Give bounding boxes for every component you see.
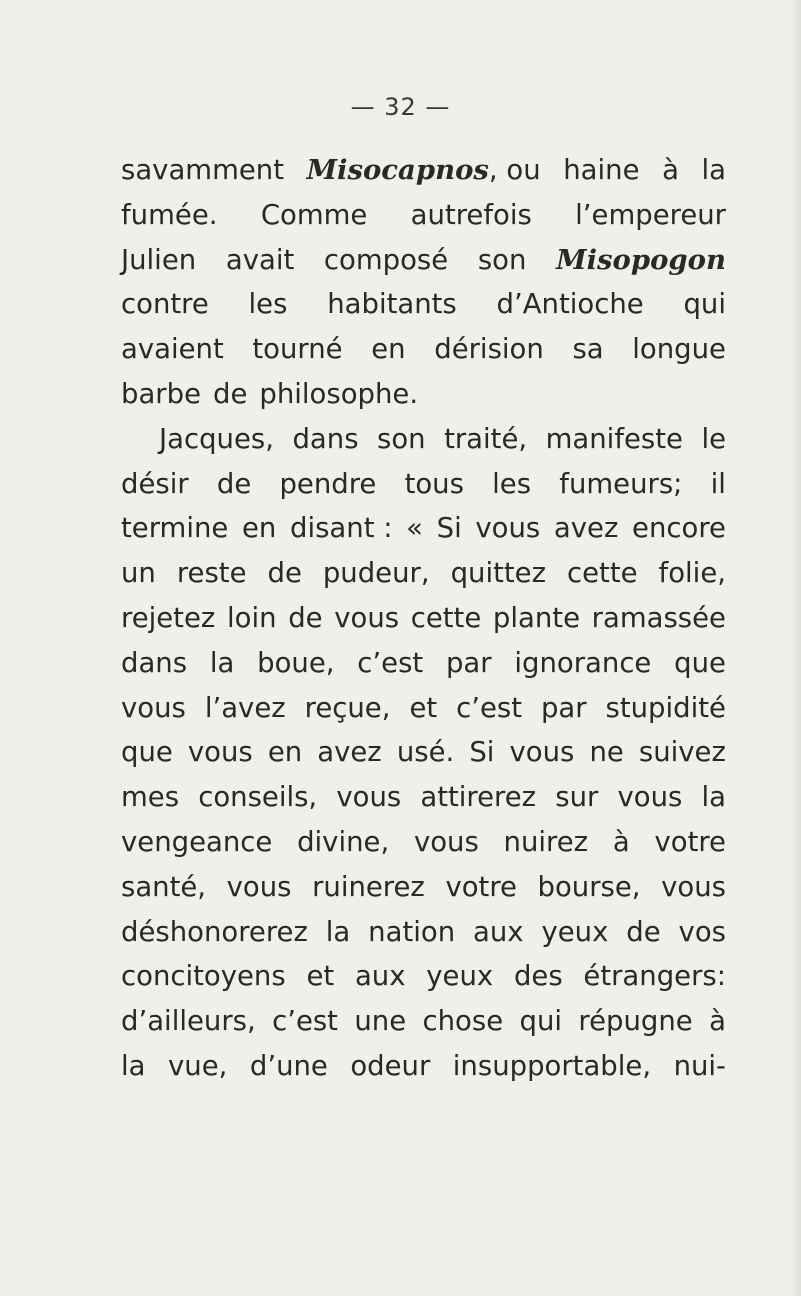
word bbox=[626, 910, 660, 955]
word bbox=[227, 865, 292, 910]
word bbox=[121, 148, 284, 193]
word bbox=[121, 596, 215, 641]
word-part: vue, bbox=[168, 1049, 228, 1082]
word-part: Si bbox=[436, 512, 462, 545]
word bbox=[456, 686, 522, 731]
word bbox=[306, 954, 334, 999]
word-part: Jacques, bbox=[159, 422, 274, 455]
text-line bbox=[121, 999, 726, 1044]
word bbox=[305, 686, 391, 731]
word-part: votre bbox=[445, 870, 517, 903]
word bbox=[414, 820, 479, 865]
word-part: odeur bbox=[350, 1049, 431, 1082]
word-part: répugne bbox=[578, 1005, 693, 1038]
word-part: chose bbox=[422, 1005, 504, 1038]
text-line bbox=[121, 820, 726, 865]
word-part: désir bbox=[121, 467, 189, 500]
text-line bbox=[121, 462, 726, 507]
word-part: la bbox=[121, 1049, 146, 1082]
word bbox=[701, 148, 726, 193]
word bbox=[334, 596, 399, 641]
word-part: contre bbox=[121, 288, 209, 321]
word-part: bourse, bbox=[537, 870, 641, 903]
word bbox=[177, 551, 247, 596]
word-part: les bbox=[248, 288, 288, 321]
word bbox=[307, 148, 541, 193]
word-part: son bbox=[377, 422, 426, 455]
text-line bbox=[121, 282, 726, 327]
word-part: insupportable, bbox=[452, 1049, 652, 1082]
word bbox=[583, 954, 726, 999]
word-part: la bbox=[325, 915, 351, 948]
word-part: rejetez bbox=[121, 601, 216, 634]
word bbox=[121, 327, 224, 372]
word-part: avez bbox=[553, 512, 619, 545]
text-line bbox=[121, 865, 726, 910]
word bbox=[606, 686, 726, 731]
word-part: de bbox=[216, 467, 252, 500]
word-part: dans bbox=[292, 422, 359, 455]
word bbox=[679, 910, 726, 955]
text-line bbox=[121, 910, 726, 955]
word bbox=[541, 910, 608, 955]
word-part: longue bbox=[632, 333, 726, 366]
word-part: Si bbox=[469, 736, 495, 769]
text-line bbox=[121, 641, 726, 686]
word-part: de bbox=[626, 915, 661, 948]
word bbox=[420, 775, 536, 820]
word-part: suivez bbox=[638, 736, 726, 769]
word bbox=[555, 775, 598, 820]
text-line bbox=[121, 506, 726, 551]
word-part: loin bbox=[226, 601, 277, 634]
text-line bbox=[121, 551, 726, 596]
word-part: vous bbox=[475, 512, 541, 545]
word-part: que bbox=[674, 646, 726, 679]
word bbox=[434, 327, 544, 372]
word-part: sur bbox=[555, 781, 599, 814]
word bbox=[546, 417, 683, 462]
word-part: ramassée bbox=[591, 601, 726, 634]
word bbox=[654, 820, 726, 865]
word bbox=[217, 462, 251, 507]
word bbox=[121, 730, 173, 775]
word-part: avait bbox=[225, 243, 295, 276]
word-part: vengeance bbox=[121, 825, 273, 858]
word-part: vous bbox=[334, 601, 400, 634]
word-part: vos bbox=[678, 915, 726, 948]
word-part: de bbox=[267, 557, 302, 590]
word-part: à bbox=[612, 825, 630, 858]
word bbox=[250, 1044, 328, 1089]
text-line bbox=[121, 954, 726, 999]
word bbox=[168, 1044, 227, 1089]
word bbox=[121, 641, 187, 686]
word bbox=[336, 775, 401, 820]
word-part: des bbox=[513, 960, 563, 993]
word-part: habitants bbox=[327, 288, 457, 321]
word bbox=[469, 730, 494, 775]
text-line bbox=[121, 372, 726, 417]
word-part: dans bbox=[121, 646, 188, 679]
word-part: manifeste bbox=[545, 422, 683, 455]
word bbox=[213, 372, 247, 417]
word-part: reste bbox=[176, 557, 247, 590]
word-part: pendre bbox=[279, 467, 377, 500]
word-part: cette bbox=[567, 557, 638, 590]
word-part: déshonorerez bbox=[121, 915, 308, 948]
word-part: mes bbox=[121, 781, 180, 814]
word-part: que bbox=[121, 736, 173, 769]
word-part: composé bbox=[323, 243, 449, 276]
word bbox=[121, 865, 206, 910]
word bbox=[632, 327, 726, 372]
word-part: stupidité bbox=[605, 691, 726, 724]
word bbox=[406, 506, 423, 551]
word-part: haine bbox=[563, 154, 640, 186]
word bbox=[121, 820, 272, 865]
word bbox=[613, 820, 630, 865]
word-part: boue, bbox=[257, 646, 335, 679]
word-part: vous bbox=[336, 781, 402, 814]
word bbox=[259, 372, 418, 417]
word bbox=[541, 686, 587, 731]
word-part: dérision bbox=[434, 333, 544, 366]
word bbox=[205, 686, 286, 731]
word-part: barbe bbox=[121, 377, 201, 410]
word-part: le bbox=[701, 422, 726, 455]
word-part: yeux bbox=[541, 915, 609, 948]
word bbox=[292, 417, 358, 462]
text-line bbox=[121, 775, 726, 820]
word bbox=[423, 999, 504, 1044]
word-part: folie, bbox=[658, 557, 726, 590]
word-part: avaient bbox=[121, 333, 224, 366]
text-line bbox=[121, 596, 726, 641]
word bbox=[617, 775, 682, 820]
word bbox=[350, 1044, 430, 1089]
word bbox=[279, 462, 376, 507]
word bbox=[554, 506, 618, 551]
word-part: qui bbox=[683, 288, 726, 321]
word-part: l’avez bbox=[204, 691, 286, 724]
word-part: ruinerez bbox=[312, 870, 425, 903]
word bbox=[453, 1044, 651, 1089]
word bbox=[368, 910, 455, 955]
word-part: ne bbox=[589, 736, 624, 769]
word-part: traité, bbox=[444, 422, 528, 455]
word bbox=[520, 999, 563, 1044]
word bbox=[493, 596, 580, 641]
word bbox=[227, 596, 277, 641]
word-part: un bbox=[121, 557, 156, 590]
word-part: cette bbox=[410, 601, 482, 634]
word bbox=[446, 641, 492, 686]
word-part: autrefois bbox=[410, 198, 532, 231]
word bbox=[592, 596, 726, 641]
word-part: : bbox=[716, 960, 726, 993]
body-text bbox=[121, 148, 726, 1089]
word bbox=[563, 148, 639, 193]
word bbox=[514, 954, 563, 999]
word bbox=[121, 551, 156, 596]
text-line bbox=[121, 417, 726, 462]
italic-title: Misocapnos bbox=[306, 154, 489, 186]
word bbox=[327, 282, 457, 327]
word-part: , ou bbox=[488, 154, 541, 186]
word bbox=[683, 282, 726, 327]
word bbox=[445, 865, 517, 910]
word-part: c’est bbox=[272, 1005, 338, 1038]
word-part: tourné bbox=[252, 333, 343, 366]
word-part: avez bbox=[317, 736, 382, 769]
word-part: « bbox=[406, 512, 423, 545]
word-part: attirerez bbox=[420, 781, 537, 814]
word-part: la bbox=[701, 781, 726, 814]
word-part: philosophe. bbox=[259, 377, 419, 410]
word bbox=[702, 775, 727, 820]
text-line bbox=[121, 193, 726, 238]
word-part: il bbox=[710, 467, 726, 500]
text-line bbox=[121, 1044, 726, 1089]
word bbox=[242, 506, 276, 551]
word-part: vous bbox=[226, 870, 292, 903]
word bbox=[371, 327, 405, 372]
word-part: votre bbox=[654, 825, 726, 858]
word-part: à bbox=[709, 1005, 726, 1038]
word bbox=[475, 506, 540, 551]
word bbox=[188, 730, 253, 775]
word-part: encore bbox=[632, 512, 726, 545]
word bbox=[575, 193, 726, 238]
word bbox=[267, 551, 301, 596]
word bbox=[444, 417, 527, 462]
word bbox=[121, 372, 201, 417]
word bbox=[326, 910, 351, 955]
word-part: fumée. bbox=[121, 198, 218, 231]
word-part: la bbox=[209, 646, 235, 679]
word bbox=[639, 730, 726, 775]
word bbox=[661, 865, 726, 910]
word bbox=[659, 551, 726, 596]
word bbox=[701, 417, 726, 462]
word bbox=[121, 1044, 146, 1089]
word bbox=[578, 999, 692, 1044]
word-part: yeux bbox=[426, 960, 494, 993]
word bbox=[355, 954, 406, 999]
word bbox=[451, 551, 546, 596]
word bbox=[632, 506, 726, 551]
word bbox=[268, 730, 302, 775]
word bbox=[709, 999, 726, 1044]
word-part: vous bbox=[187, 736, 253, 769]
word-part: d’Antioche bbox=[496, 288, 644, 321]
word-part: vous bbox=[661, 870, 726, 903]
word bbox=[674, 641, 726, 686]
word-part: divine, bbox=[297, 825, 390, 858]
word-part: vous bbox=[413, 825, 479, 858]
word bbox=[405, 462, 464, 507]
word bbox=[504, 820, 589, 865]
word bbox=[572, 327, 603, 372]
word-part: conseils, bbox=[198, 781, 318, 814]
word bbox=[357, 641, 423, 686]
word-part: Julien bbox=[121, 243, 197, 276]
word-part: nation bbox=[368, 915, 456, 948]
word-part: santé, bbox=[121, 870, 207, 903]
word-part: pudeur, bbox=[322, 557, 430, 590]
word-part: les bbox=[492, 467, 532, 500]
word-part: par bbox=[445, 646, 492, 679]
word-part: c’est bbox=[456, 691, 522, 724]
word bbox=[257, 641, 334, 686]
word bbox=[426, 954, 493, 999]
word-part: et bbox=[306, 960, 335, 993]
word bbox=[261, 193, 368, 238]
word-part: par bbox=[540, 691, 587, 724]
word bbox=[272, 999, 338, 1044]
word bbox=[409, 686, 437, 731]
text-line bbox=[121, 327, 726, 372]
word-part: Comme bbox=[260, 198, 368, 231]
word-part: nuirez bbox=[503, 825, 589, 858]
word bbox=[473, 910, 524, 955]
word bbox=[226, 238, 294, 283]
word bbox=[497, 282, 644, 327]
text-line bbox=[121, 238, 726, 283]
word-part: en bbox=[267, 736, 303, 769]
word bbox=[121, 462, 189, 507]
word bbox=[324, 238, 448, 283]
word-part: vous bbox=[509, 736, 575, 769]
word bbox=[121, 910, 308, 955]
word-part: fumeurs; bbox=[559, 467, 683, 500]
word-part: l’empereur bbox=[575, 198, 726, 231]
word-part: à bbox=[662, 154, 679, 186]
word bbox=[121, 506, 228, 551]
word bbox=[159, 417, 274, 462]
word bbox=[121, 238, 196, 283]
word bbox=[556, 238, 726, 283]
word-part: son bbox=[477, 243, 527, 276]
word bbox=[397, 730, 454, 775]
word-part: en bbox=[371, 333, 406, 366]
word bbox=[121, 775, 179, 820]
word-part: plante bbox=[492, 601, 581, 634]
italic-title: Misopogon bbox=[556, 243, 726, 276]
word-part: la bbox=[701, 154, 726, 186]
word bbox=[711, 462, 726, 507]
word-part: qui bbox=[519, 1005, 563, 1038]
word bbox=[121, 999, 256, 1044]
word-part: de bbox=[288, 601, 323, 634]
word-part: quittez bbox=[450, 557, 547, 590]
text-line bbox=[121, 686, 726, 731]
text-line bbox=[121, 148, 726, 193]
word-part: d’une bbox=[249, 1049, 328, 1082]
word-part: aux bbox=[473, 915, 524, 948]
word bbox=[510, 730, 575, 775]
word bbox=[288, 596, 322, 641]
word-part: concitoyens bbox=[121, 960, 286, 993]
word-part: de bbox=[213, 377, 248, 410]
word bbox=[411, 193, 532, 238]
word bbox=[567, 551, 638, 596]
word bbox=[559, 462, 682, 507]
word bbox=[478, 238, 527, 283]
word-part: c’est bbox=[357, 646, 424, 679]
word bbox=[662, 148, 679, 193]
word bbox=[317, 730, 381, 775]
page-edge-shadow bbox=[791, 0, 801, 1296]
word-part: d’ailleurs, bbox=[121, 1005, 256, 1038]
word bbox=[121, 193, 217, 238]
word bbox=[377, 417, 426, 462]
word-part: savamment bbox=[121, 154, 285, 186]
word-part: disant : bbox=[289, 512, 393, 545]
word-part: termine bbox=[121, 512, 229, 545]
word bbox=[589, 730, 623, 775]
word-part: en bbox=[241, 512, 277, 545]
page-number: — 32 — bbox=[350, 93, 451, 121]
word bbox=[674, 1044, 726, 1089]
word bbox=[538, 865, 641, 910]
word bbox=[210, 641, 235, 686]
word bbox=[323, 551, 430, 596]
word-part: et bbox=[409, 691, 438, 724]
word bbox=[121, 282, 209, 327]
word bbox=[121, 954, 286, 999]
word bbox=[297, 820, 389, 865]
word bbox=[312, 865, 425, 910]
word bbox=[290, 506, 393, 551]
word-part: sa bbox=[572, 333, 604, 366]
word-part: ignorance bbox=[514, 646, 652, 679]
word-part: nui- bbox=[673, 1049, 726, 1082]
word-part: aux bbox=[354, 960, 406, 993]
word bbox=[492, 462, 531, 507]
word-part: vous bbox=[617, 781, 683, 814]
word bbox=[249, 282, 288, 327]
word bbox=[514, 641, 651, 686]
word-part: vous bbox=[121, 691, 186, 724]
word bbox=[354, 999, 406, 1044]
text-line bbox=[121, 730, 726, 775]
word bbox=[437, 506, 462, 551]
word-part: tous bbox=[404, 467, 464, 500]
word-part: étrangers bbox=[583, 960, 717, 993]
word bbox=[121, 686, 186, 731]
word bbox=[198, 775, 317, 820]
word-part: reçue, bbox=[304, 691, 391, 724]
word-part: usé. bbox=[396, 736, 455, 769]
word bbox=[411, 596, 482, 641]
word bbox=[252, 327, 342, 372]
word-part: une bbox=[354, 1005, 407, 1038]
